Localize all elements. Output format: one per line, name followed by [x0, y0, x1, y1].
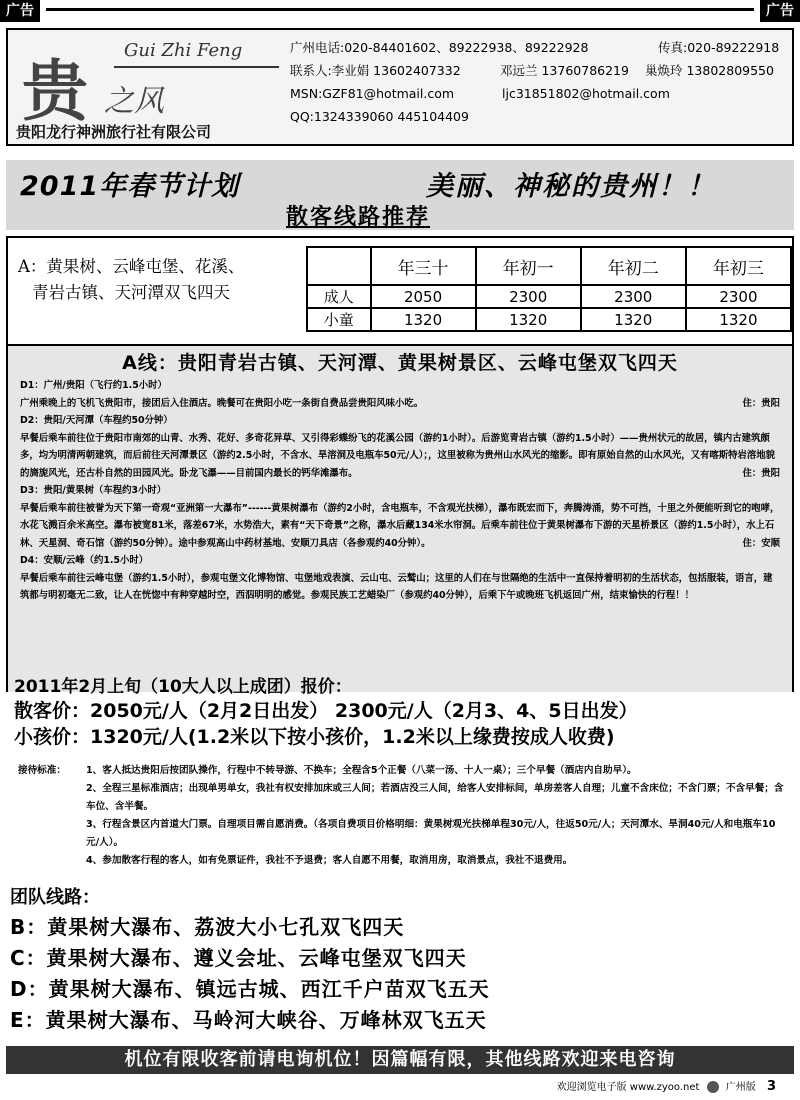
qq-numbers: QQ:1324339060 445104409 — [290, 109, 469, 124]
page-footer — [557, 1078, 776, 1094]
service-standards-label: 接待标准： — [18, 765, 66, 776]
price-route-line-2: 青岩古镇、天河潭双飞四天 — [32, 283, 230, 302]
header — [6, 28, 794, 146]
logo-rule — [114, 66, 279, 68]
hero-banner — [6, 160, 794, 230]
itinerary-section — [6, 346, 794, 692]
service-standards — [18, 762, 786, 870]
day-3-heading: D3：贵阳/黄果树（车程约3小时） — [20, 485, 167, 496]
day-4-text: 早餐后乘车前往云峰屯堡（游约1.5小时），参观屯堡文化博物馆、屯堡地戏表演、云山屯、云鹫山；这里的人们在与世隔绝的生活中一直保持着明初的生活状态，包括服装，语言，建筑都与明初毫无二致，让人在恍惚中有种穿越时空，西泅明明的感觉。参观民族工艺蜡染厂（参观约40分钟），后乘下午或晚班飞机返回广州，结束愉快的行程！！ — [20, 572, 773, 601]
list-item: 4、参加散客行程的客人，如有免票证件，我社不予退费；客人自愿不用餐，取消用房，取消景点，我社不退费用。 — [86, 855, 573, 866]
price-row-label: 成人 — [307, 285, 371, 308]
price-cell: 1320 — [371, 308, 476, 331]
quote-child-price: 小孩价：1320元/人(1.2米以下按小孩价，1.2米以上缘费按成人收费) — [14, 726, 615, 748]
contact-person-2: 邓远兰 13760786219 — [500, 63, 629, 78]
price-row-adult — [307, 285, 791, 308]
ad-tag-left: 广告 — [0, 0, 40, 22]
price-cell: 2300 — [581, 285, 686, 308]
team-route-b: B：黄果树大瀑布、荔波大小七孔双飞四天 — [10, 915, 405, 939]
list-item: 3、行程含景区内首道大门票。自理项目需自愿消费。（各项自费项目价格明细：黄果树观光扶梯单程30元/人，往返50元/人；天河潭水、旱洞40元/人和电瓶车10元/人）。 — [86, 819, 776, 848]
day-1-stay: 住：贵阳 — [742, 397, 780, 409]
fax-number: 传真:020-89222918 — [658, 40, 780, 55]
day-2-text: 早餐后乘车前往位于贵阳市南郊的山青、水秀、花好、多奇花异草、又引得彩蝶纷飞的花溪公园（游约1小时）。后游览青岩古镇（游约1.5小时）——贵州状元的故居，镇内古建筑颇多，均为明清两朝建筑，而后前往天河潭景区（游约2.5小时，不含水、旱溶洞及电瓶车50元/人）；，这里被称为贵州山水风光的缩影。即有原始自然的山水风光，又有喀斯特岩溶地貌的旖旎风光，还古朴自然的田园风光。卧龙飞瀑——目前国内最长的钙华滩瀑布。 住：贵阳 — [20, 430, 780, 483]
top-rule — [46, 8, 754, 11]
price-route-line-1: A：黄果树、云峰屯堡、花溪、 — [18, 257, 245, 276]
price-cell: 2300 — [686, 285, 791, 308]
itinerary-title: A线：贵阳青岩古镇、天河潭、黄果树景区、云峰屯堡双飞四天 — [122, 352, 678, 374]
logo-small-chars: 之风 — [104, 84, 164, 119]
price-table — [306, 246, 792, 332]
price-cell: 1320 — [581, 308, 686, 331]
hero-subtitle: 散客线路推荐 — [286, 205, 431, 230]
footer-website: 欢迎浏览电子版 www.zyoo.net — [556, 1082, 700, 1093]
team-route-c: C：黄果树大瀑布、遵义会址、云峰屯堡双飞四天 — [10, 946, 467, 970]
day-1-text: 住：贵阳 广州乘晚上的飞机飞贵阳市，接团后入住酒店。晚餐可在贵阳小吃一条街自费品尝贵阳风味小吃。 — [20, 395, 780, 413]
quote-adult-price: 散客价：2050元/人（2月2日出发） 2300元/人（2月3、4、5日出发） — [14, 700, 638, 722]
itinerary-body — [8, 375, 792, 607]
bottom-banner: 机位有限收客前请电询机位！因篇幅有限，其他线路欢迎来电咨询 — [6, 1046, 794, 1074]
hero-slogan: 美丽、神秘的贵州！！ — [426, 171, 716, 202]
service-standards-list — [86, 762, 786, 870]
list-item: 2、全程三星标准酒店；出现单男单女，我社有权安排加床或三人间；若酒店没三人间，给客人安排标间，单房差客人自理；儿童不含床位；不含门票；不含早餐；含车位、含半餐。 — [86, 783, 784, 812]
price-cell: 2300 — [476, 285, 581, 308]
day-3-text: 早餐后乘车前往被誉为天下第一奇观“亚洲第一大瀑布”------黄果树瀑布（游约2小时，含电瓶车，不含观光扶梯），瀑布既宏而下，奔腾涛涌，势不可挡，十里之外便能听到它的咆哮，水花飞溅百余米高空。瀑布被宽81米，落差67米，水势浩大，素有“天下奇景”之称，瀑水后藏134米水帘洞。后乘车前往位于黄果树瀑布下游的天星桥景区（游约1.5小时），水上石林、天星洞、奇石馆（游约50分钟）。途中参观高山中药材基地、安顺刀具店（各参观约40分钟）。 住：安顺 — [20, 500, 780, 553]
price-row-label: 小童 — [307, 308, 371, 331]
phone-numbers: 广州电话:020-84401602、89222938、89222928 — [290, 40, 589, 55]
price-section — [6, 236, 794, 346]
logo-big-char: 贵 — [22, 52, 88, 130]
company-logo — [14, 36, 284, 144]
price-header-cell: 年初二 — [581, 247, 686, 285]
msn-address-1: MSN:GZF81@hotmail.com — [290, 86, 455, 101]
price-route-name — [8, 238, 306, 344]
price-header-cell: 年初一 — [476, 247, 581, 285]
price-table-header — [307, 247, 791, 285]
quote-heading: 2011年2月上旬（10大人以上成团）报价： — [14, 677, 352, 697]
company-name: 贵阳龙行神洲旅行社有限公司 — [16, 123, 212, 141]
team-routes-title: 团队线路： — [10, 887, 100, 908]
price-header-cell: 年三十 — [371, 247, 476, 285]
team-routes — [10, 884, 790, 1036]
day-2-stay: 住：贵阳 — [742, 467, 780, 479]
ad-tag-right: 广告 — [760, 0, 800, 22]
day-1-heading: D1：广州/贵阳（飞行约1.5小时） — [20, 380, 167, 391]
price-cell: 1320 — [476, 308, 581, 331]
contact-person-1: 联系人:李业娟 13602407332 — [290, 63, 461, 78]
price-header-cell: 年初三 — [686, 247, 791, 285]
price-cell: 2050 — [371, 285, 476, 308]
logo-pinyin: Gui Zhi Feng — [124, 40, 243, 61]
day-3-stay: 住：安顺 — [742, 537, 780, 549]
contact-info — [290, 36, 784, 128]
footer-edition: 广州版 — [725, 1082, 756, 1093]
msn-address-2: ljc31851802@hotmail.com — [502, 86, 670, 101]
price-quote — [14, 676, 786, 750]
list-item: 1、客人抵达贵阳后按团队操作，行程中不转导游、不换车；全程含5个正餐（八菜一汤、十人一桌）；三个早餐（酒店内自助早）。 — [86, 765, 637, 776]
price-table-corner — [307, 247, 371, 285]
day-2-heading: D2：贵阳/天河潭（车程约50分钟） — [20, 415, 173, 426]
price-row-child — [307, 308, 791, 331]
publisher-logo-icon — [707, 1081, 719, 1093]
contact-person-3: 巢焕玲 13802809550 — [645, 63, 774, 78]
day-4-heading: D4：安顺/云峰（约1.5小时） — [20, 555, 149, 566]
page-number: 3 — [766, 1079, 776, 1094]
price-cell: 1320 — [686, 308, 791, 331]
team-route-d: D：黄果树大瀑布、镇远古城、西江千户苗双飞五天 — [10, 977, 490, 1001]
hero-title: 2011年春节计划 — [20, 171, 240, 202]
team-route-e: E：黄果树大瀑布、马岭河大峡谷、万峰林双飞五天 — [10, 1008, 487, 1032]
